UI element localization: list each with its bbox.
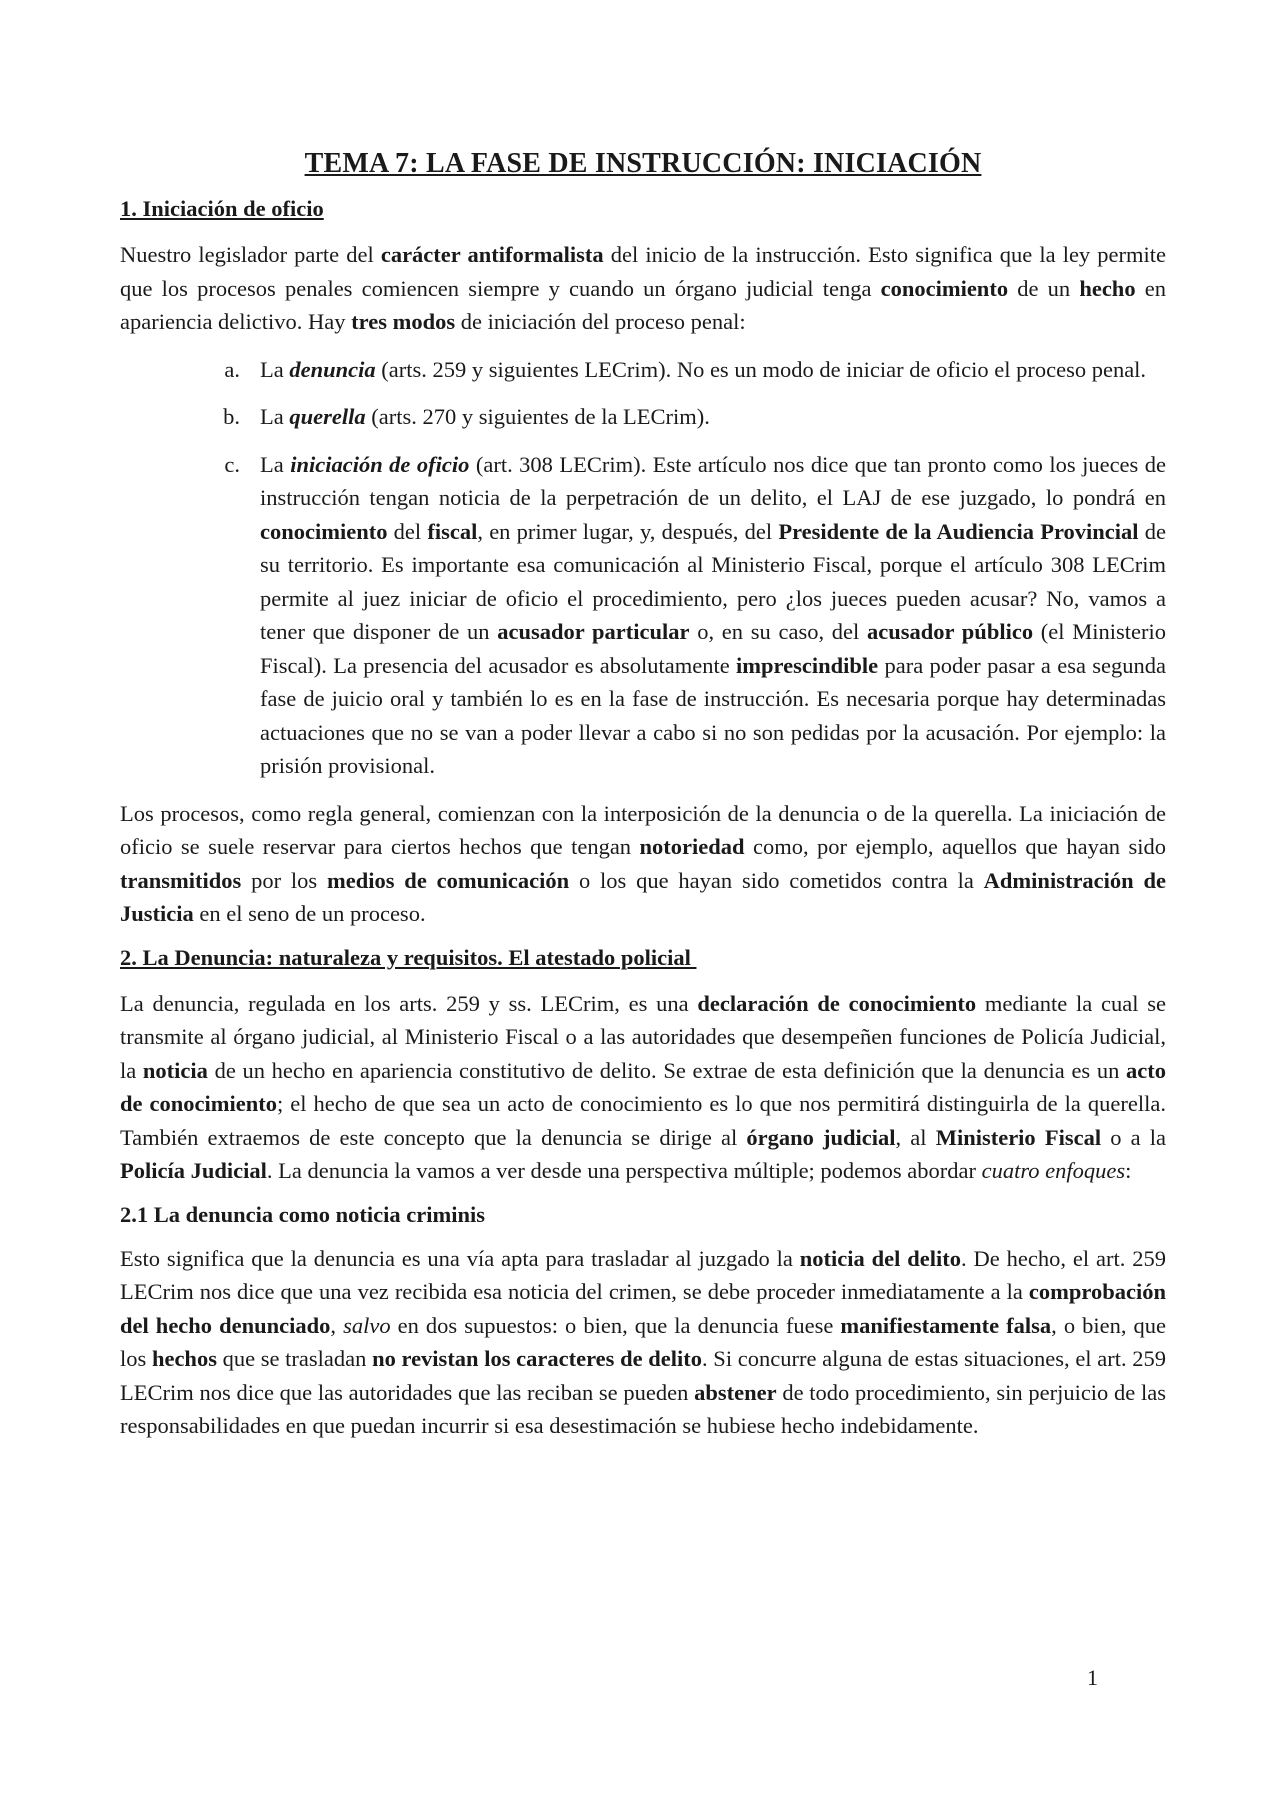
- text-run: de un: [1008, 275, 1080, 301]
- list-marker: b.: [223, 404, 240, 429]
- bold-term: acusador particular: [497, 619, 690, 644]
- text-run: ,: [330, 1312, 344, 1338]
- text-run: , en primer lugar, y, después, del: [477, 518, 779, 544]
- bold-term: fiscal: [427, 518, 478, 544]
- bold-term: noticia del delito: [799, 1245, 962, 1271]
- text-run: (art. 308 LECrim). Este artículo nos dice que tan pronto como los jueces de instrucción tengan noticia de la perpetración de un delito, el LAJ de ese juzgado, lo pondrá en: [260, 451, 1166, 510]
- list-item-text: [260, 448, 1166, 783]
- text-run: ; el hecho de que sea un acto de conocimiento es lo que nos permitirá distinguirla de la querella. También extraemos de este concepto que la denuncia se dirige al: [120, 1091, 1166, 1150]
- list-marker: c.: [224, 451, 240, 477]
- bold-term: no revistan los caracteres de delito: [372, 1346, 703, 1371]
- bold-term: hecho: [1079, 275, 1136, 301]
- text-run: de su territorio. Es importante esa comunicación al Ministerio Fiscal, porque el artículo 308 LECrim permite al juez iniciar de oficio el procedimiento, pero ¿los jueces pueden acusar? No, vamos a tener que disponer de un: [260, 518, 1166, 644]
- text-run: mediante la cual se transmite al órgano judicial, al Ministerio Fiscal o a las autoridades que desempeñen funciones de Policía Judicial, la: [120, 990, 1166, 1083]
- italic-term: cuatro enfoques: [981, 1158, 1126, 1183]
- text-run: Esto significa que la denuncia es una vía apta para trasladar al juzgado la: [120, 1245, 800, 1271]
- text-run: . De hecho, el art. 259 LECrim nos dice que una vez recibida esa noticia del crimen, se debe proceder inmediatamente a la: [120, 1245, 1166, 1304]
- list-item-text: [260, 353, 1166, 387]
- initiation-modes-list: [120, 353, 1166, 783]
- subsection-heading-2-1: 2.1 La denuncia como noticia criminis: [120, 1201, 485, 1227]
- bold-term: Administración de Justicia: [120, 867, 1166, 926]
- document-title: TEMA 7: LA FASE DE INSTRUCCIÓN: INICIACIÓN: [304, 148, 982, 179]
- bold-term: declaración de conocimiento: [697, 990, 977, 1016]
- bold-term: conocimiento: [260, 518, 388, 544]
- bold-term: comprobación del hecho denunciado: [120, 1279, 1166, 1338]
- list-item-text: [260, 400, 1166, 434]
- text-run: como, por ejemplo, aquellos que hayan sido: [744, 834, 1167, 859]
- text-run: (arts. 259 y siguientes LECrim). No es un modo de iniciar de oficio el proceso penal.: [375, 356, 1147, 382]
- text-run: La denuncia, regulada en los arts. 259 y ss. LECrim, es una: [120, 990, 698, 1016]
- text-run: que se trasladan: [216, 1346, 373, 1371]
- text-run: o los que hayan sido cometidos contra la: [569, 867, 984, 893]
- bold-term: notoriedad: [639, 834, 745, 859]
- bold-term: acto de conocimiento: [120, 1057, 1166, 1116]
- bold-term: conocimiento: [880, 275, 1009, 301]
- text-run: , o bien, que los: [120, 1312, 1167, 1371]
- section-heading-2: 2. La Denuncia: naturaleza y requisitos. El atestado policial: [120, 944, 697, 970]
- bold-italic-term: querella: [289, 404, 366, 429]
- text-run: (arts. 270 y siguientes de la LECrim).: [365, 404, 710, 429]
- page-number: 1: [1087, 1665, 1098, 1690]
- list-item-iniciacion-de-oficio: [120, 448, 1166, 783]
- section2-1-paragraph: [120, 1242, 1166, 1443]
- bold-term: noticia: [142, 1057, 208, 1083]
- text-run: del: [387, 518, 428, 544]
- list-item-querella: [120, 400, 1166, 434]
- text-run: del inicio de la instrucción. Esto significa que la ley permite que los procesos penales comiencen siempre y cuando un órgano judicial tenga: [120, 242, 1167, 301]
- bold-term: manifiestamente falsa: [840, 1312, 1052, 1338]
- section1-intro-paragraph: [120, 238, 1166, 339]
- bold-term: transmitidos: [120, 867, 242, 893]
- list-marker: a.: [224, 356, 240, 382]
- bold-term: imprescindible: [736, 652, 879, 678]
- text-run: La: [260, 404, 290, 429]
- text-run: de todo procedimiento, sin perjuicio de las responsabilidades en que puedan incurrir si esa desestimación se hubiese hecho indebidamente.: [120, 1379, 1167, 1438]
- bold-term: carácter antiformalista: [380, 242, 604, 267]
- text-run: en apariencia delictivo. Hay: [120, 275, 1166, 334]
- italic-term: salvo: [343, 1312, 391, 1338]
- text-run: :: [1125, 1158, 1132, 1183]
- list-item-denuncia: [120, 353, 1166, 387]
- bold-term: órgano judicial: [746, 1124, 896, 1150]
- text-run: Nuestro legislador parte del: [120, 242, 381, 267]
- section1-closing-paragraph: [120, 797, 1166, 931]
- bold-italic-term: denuncia: [289, 356, 376, 382]
- text-run: de iniciación del proceso penal:: [455, 309, 746, 334]
- bold-term: Ministerio Fiscal: [935, 1124, 1102, 1150]
- text-run: La: [260, 451, 291, 477]
- text-run: para poder pasar a esa segunda fase de juicio oral y también lo es en la fase de instrucción. Es necesaria porque hay determinadas actuaciones que no se van a poder llevar a cabo si no son pedidas por la acusación. Por ejemplo: la prisión provisional.: [260, 652, 1167, 778]
- text-run: (el Ministerio Fiscal). La presencia del acusador es absolutamente: [260, 619, 1166, 678]
- text-run: . Si concurre alguna de estas situaciones, el art. 259 LECrim nos dice que las autoridades que las reciban se pueden: [120, 1346, 1166, 1405]
- text-run: o a la: [1101, 1124, 1167, 1150]
- section2-paragraph: [120, 987, 1166, 1188]
- bold-term: Presidente de la Audiencia Provincial: [778, 518, 1139, 544]
- bold-term: medios de comunicación: [326, 867, 570, 893]
- text-run: Los procesos, como regla general, comienzan con la interposición de la denuncia o de la querella. La iniciación de oficio se suele reservar para ciertos hechos que tengan: [120, 800, 1166, 859]
- bold-italic-term: iniciación de oficio: [290, 451, 470, 477]
- text-run: de un hecho en apariencia constitutivo de delito. Se extrae de esta definición que la denuncia es un: [207, 1057, 1127, 1083]
- text-run: La: [260, 356, 290, 382]
- bold-term: tres modos: [351, 309, 456, 334]
- text-run: o, en su caso, del: [689, 619, 867, 644]
- bold-term: acusador público: [866, 619, 1034, 644]
- bold-term: hechos: [151, 1346, 217, 1371]
- text-run: , al: [895, 1124, 936, 1150]
- bold-term: abstener: [694, 1379, 777, 1405]
- text-run: . La denuncia la vamos a ver desde una perspectiva múltiple; podemos abordar: [266, 1158, 982, 1183]
- text-run: por los: [241, 867, 327, 893]
- text-run: en el seno de un proceso.: [193, 901, 426, 926]
- page-content: [120, 148, 1166, 1457]
- section-heading-1: 1. Iniciación de oficio: [120, 196, 324, 221]
- bold-term: Policía Judicial: [120, 1158, 267, 1183]
- text-run: en dos supuestos: o bien, que la denuncia fuese: [390, 1312, 841, 1338]
